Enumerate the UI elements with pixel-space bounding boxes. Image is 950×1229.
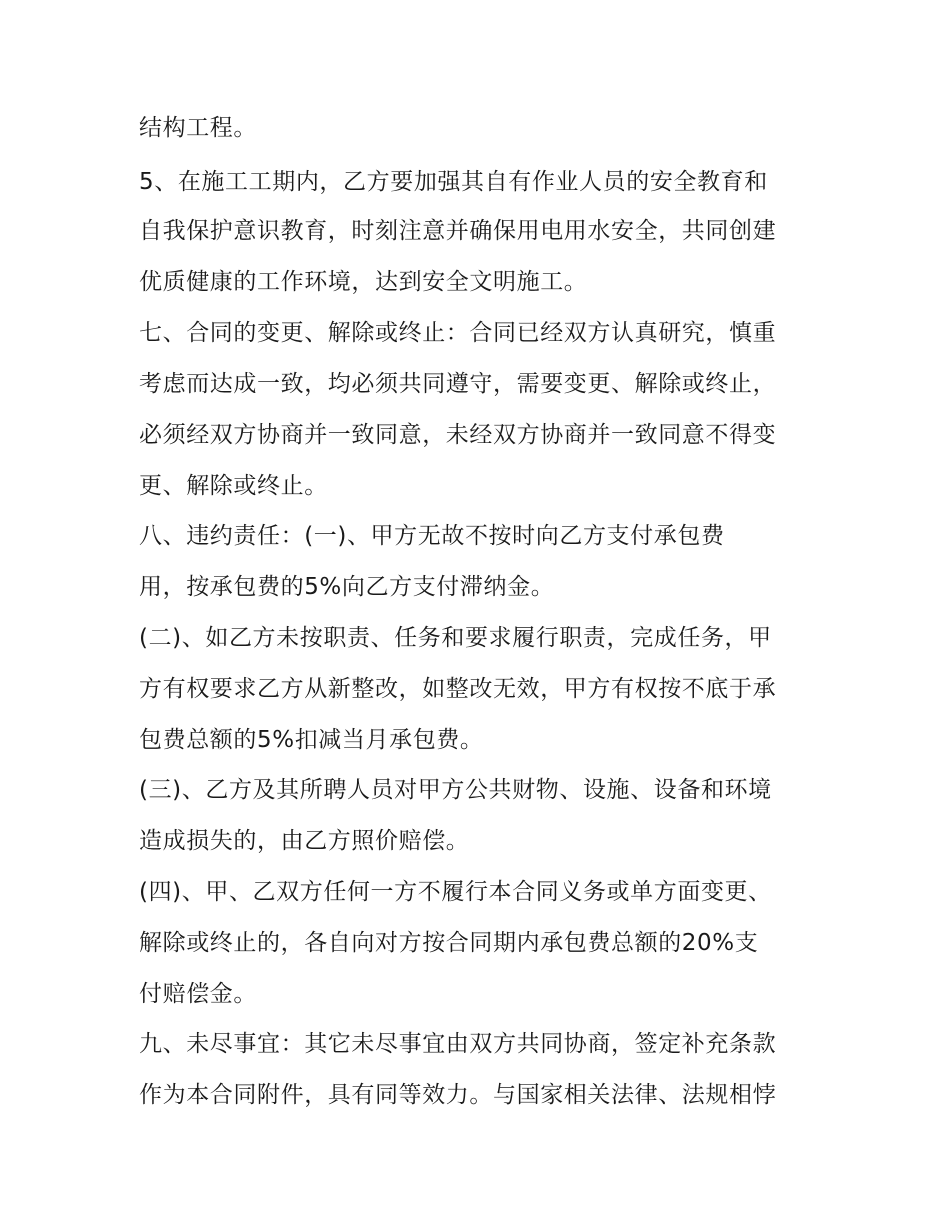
text-line: 自我保护意识教育，时刻注意并确保用电用水安全，共同创建	[139, 218, 777, 244]
text-line: (三)、乙方及其所聘人员对甲方公共财物、设施、设备和环境	[139, 777, 772, 803]
text-line: 必须经双方协商并一致同意，未经双方协商并一致同意不得变	[139, 422, 777, 448]
text-line: (四)、甲、乙双方任何一方不履行本合同义务或单方面变更、	[139, 879, 772, 905]
text-line: 七、合同的变更、解除或终止：合同已经双方认真研究，慎重	[139, 320, 777, 346]
text-line: 结构工程。	[139, 115, 257, 141]
text-line: 解除或终止的，各自向对方按合同期内承包费总额的20%支	[139, 930, 759, 956]
text-line: 方有权要求乙方从新整改，如整改无效，甲方有权按不底于承	[139, 676, 777, 702]
text-line: 更、解除或终止。	[139, 473, 328, 499]
text-line: 作为本合同附件，具有同等效力。与国家相关法律、法规相悖	[139, 1082, 777, 1108]
text-line: 九、未尽事宜：其它未尽事宜由双方共同协商，签定补充条款	[139, 1031, 777, 1057]
text-line: (二)、如乙方未按职责、任务和要求履行职责，完成任务，甲	[139, 625, 772, 651]
text-line: 八、违约责任：(一)、甲方无故不按时向乙方支付承包费	[139, 523, 725, 549]
text-line: 付赔偿金。	[139, 981, 257, 1007]
text-line: 5、在施工工期内，乙方要加强其自有作业人员的安全教育和	[139, 169, 768, 195]
text-line: 造成损失的，由乙方照价赔偿。	[139, 828, 470, 854]
text-line: 包费总额的5%扣减当月承包费。	[139, 727, 484, 753]
text-line: 用，按承包费的5%向乙方支付滞纳金。	[139, 574, 555, 600]
text-line: 优质健康的工作环境，达到安全文明施工。	[139, 269, 588, 295]
text-line: 考虑而达成一致，均必须共同遵守，需要变更、解除或终止，	[139, 371, 777, 397]
